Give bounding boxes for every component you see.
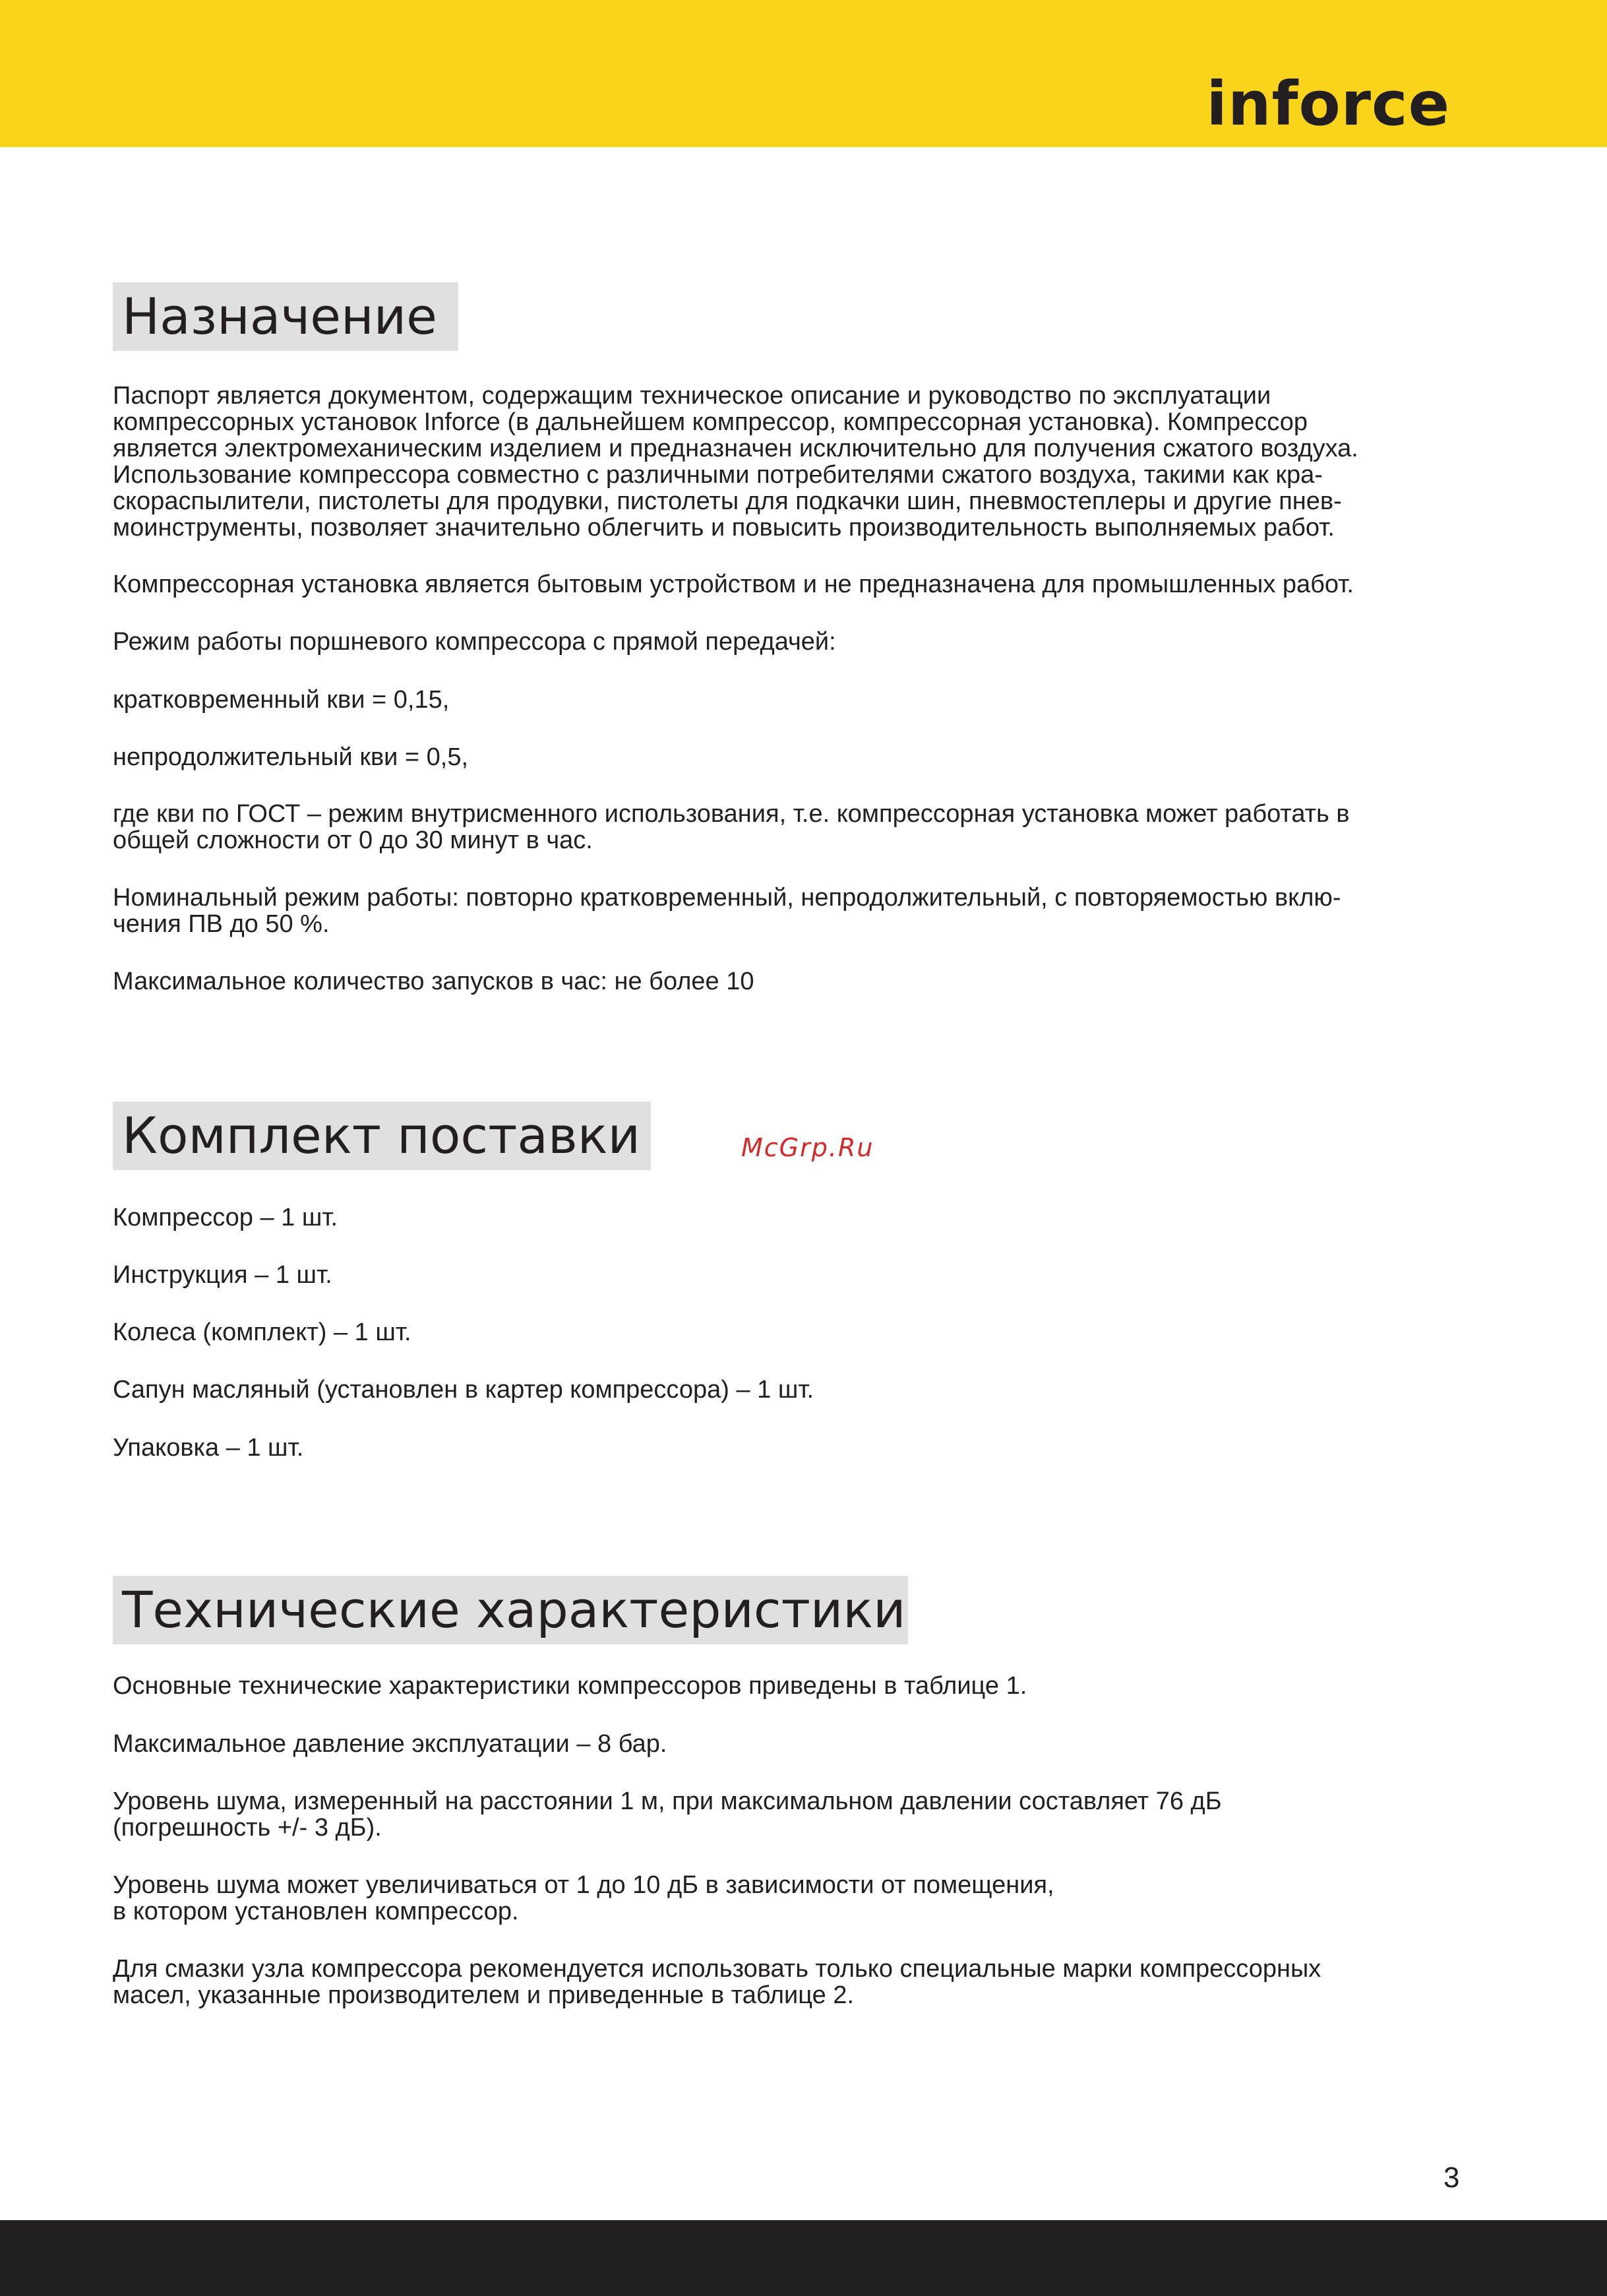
- purpose-paragraph-3: [113, 629, 1491, 655]
- purpose-paragraph-4: [113, 687, 1491, 713]
- text-line: чения ПВ до 50 %.: [113, 910, 330, 938]
- brand-logo: inforce: [1206, 69, 1450, 139]
- specs-paragraph-3: [113, 1788, 1491, 1841]
- text-line: кратковременный кви = 0,15,: [113, 686, 450, 714]
- specs-paragraph-4: [113, 1872, 1491, 1925]
- specs-paragraph-2: [113, 1731, 1491, 1757]
- purpose-paragraph-1: [113, 383, 1491, 541]
- text-line: Максимальное количество запусков в час: не более 10: [113, 968, 754, 995]
- text-line: Режим работы поршневого компрессора с прямой передачей:: [113, 628, 836, 656]
- text-line: Компрессор – 1 шт.: [113, 1204, 338, 1231]
- footer-band: [0, 2220, 1607, 2296]
- text-line: Паспорт является документом, содержащим техническое описание и руководство по эксплуатации: [113, 382, 1271, 410]
- purpose-paragraph-6: [113, 801, 1491, 853]
- text-line: масел, указанные производителем и приведенные в таблице 2.: [113, 1981, 855, 2009]
- text-line: компрессорных установок Inforce (в дальнейшем компрессор, компрессорная установка). Компрессор: [113, 408, 1308, 436]
- text-line: Основные технические характеристики компрессоров приведены в таблице 1.: [113, 1672, 1027, 1700]
- text-line: Уровень шума может увеличиваться от 1 до 10 дБ в зависимости от помещения,: [113, 1871, 1054, 1899]
- package-item: [113, 1204, 1491, 1231]
- package-item: [113, 1435, 1491, 1461]
- page-number: 3: [1443, 2161, 1460, 2194]
- watermark: McGrp.Ru: [741, 1133, 874, 1162]
- purpose-paragraph-5: [113, 744, 1491, 770]
- text-line: Упаковка – 1 шт.: [113, 1434, 304, 1462]
- text-line: где кви по ГОСТ – режим внутрисменного использования, т.е. компрессорная установка может работать в: [113, 800, 1350, 828]
- text-line: Уровень шума, измеренный на расстоянии 1 м, при максимальном давлении составляет 76 дБ: [113, 1787, 1222, 1815]
- text-line: Сапун масляный (установлен в картер компрессора) – 1 шт.: [113, 1376, 814, 1404]
- text-line: общей сложности от 0 до 30 минут в час.: [113, 826, 593, 854]
- specs-paragraph-1: [113, 1673, 1491, 1699]
- text-line: Номинальный режим работы: повторно кратковременный, непродолжительный, с повторяемостью вклю-: [113, 884, 1341, 912]
- section-title-package: Комплект поставки: [113, 1101, 651, 1170]
- text-line: скораспылители, пистолеты для продувки, пистолеты для подкачки шин, пневмостеплеры и другие пнев-: [113, 487, 1342, 515]
- section-title-specs: Технические характеристики: [113, 1576, 908, 1644]
- section-title-purpose: Назначение: [113, 282, 458, 351]
- text-line: Компрессорная установка является бытовым устройством и не предназначена для промышленных работ.: [113, 571, 1354, 598]
- text-line: является электромеханическим изделием и предназначен исключительно для получения сжатого воздуха.: [113, 435, 1358, 462]
- package-item: [113, 1319, 1491, 1346]
- purpose-paragraph-8: [113, 968, 1491, 995]
- text-line: Использование компрессора совместно с различными потребителями сжатого воздуха, такими как кра-: [113, 461, 1323, 489]
- text-line: Колеса (комплект) – 1 шт.: [113, 1319, 411, 1346]
- specs-paragraph-5: [113, 1956, 1491, 2008]
- package-item: [113, 1377, 1491, 1403]
- purpose-paragraph-7: [113, 884, 1491, 937]
- text-line: моинструменты, позволяет значительно облегчить и повысить производительность выполняемых работ.: [113, 514, 1335, 542]
- package-item: [113, 1262, 1491, 1288]
- text-line: Максимальное давление эксплуатации – 8 бар.: [113, 1730, 667, 1758]
- text-line: Для смазки узла компрессора рекомендуется использовать только специальные марки компрессорных: [113, 1955, 1321, 1983]
- text-line: (погрешность +/- 3 дБ).: [113, 1814, 382, 1842]
- purpose-paragraph-2: [113, 571, 1491, 598]
- text-line: в котором установлен компрессор.: [113, 1898, 519, 1925]
- text-line: непродолжительный кви = 0,5,: [113, 743, 469, 771]
- text-line: Инструкция – 1 шт.: [113, 1261, 332, 1289]
